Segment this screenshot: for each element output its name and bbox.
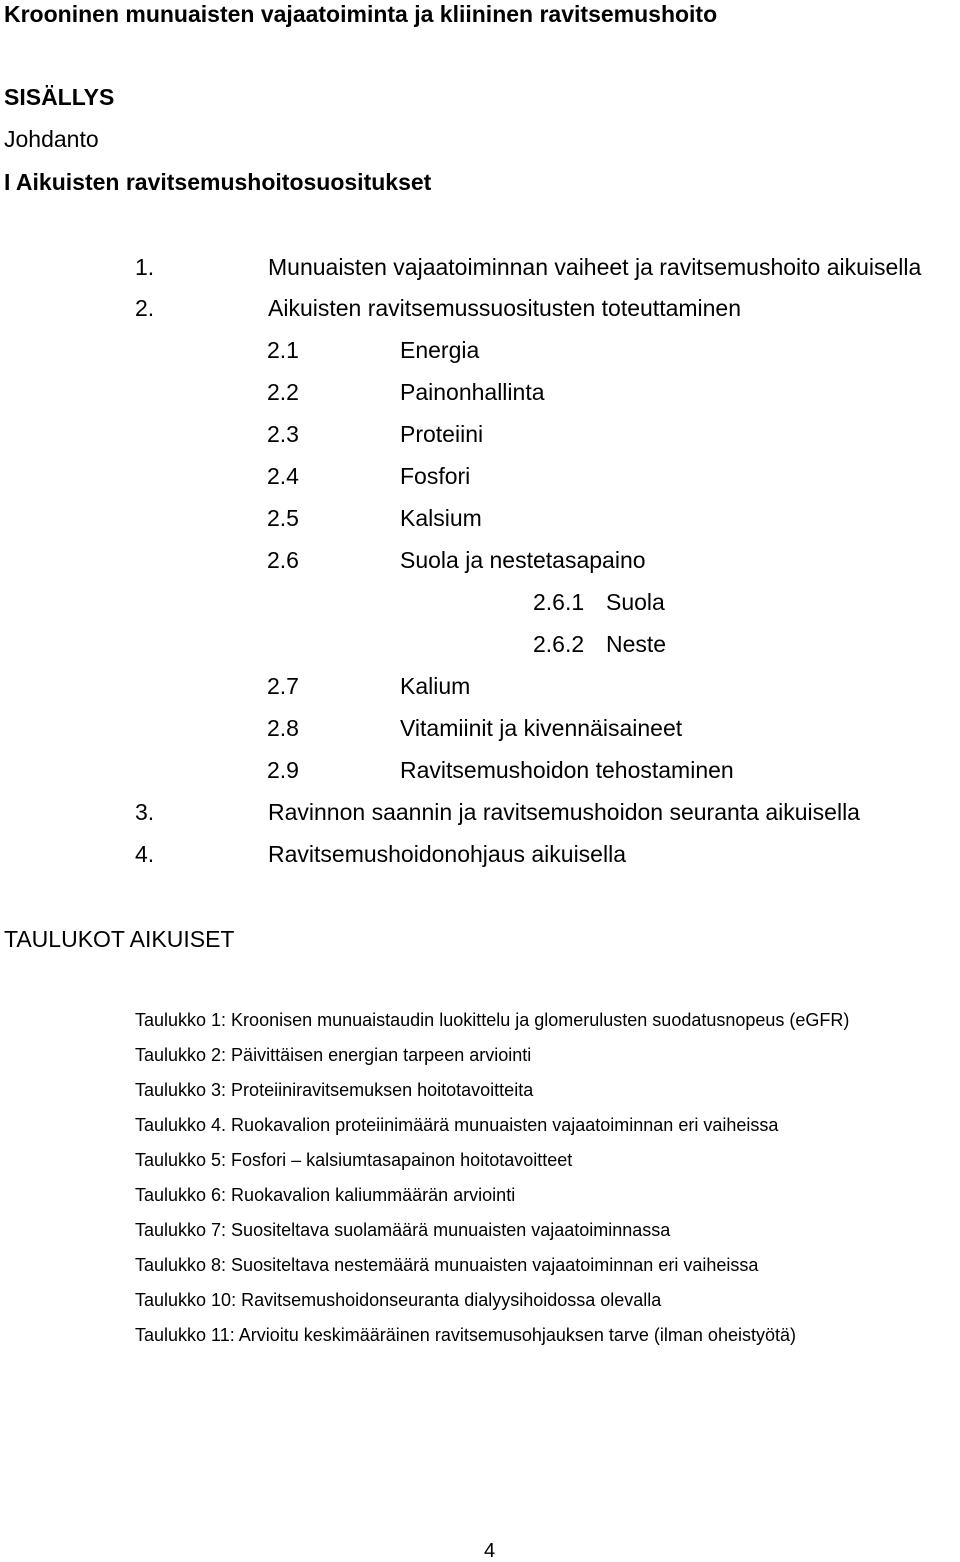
toc-text: Energia <box>400 337 480 363</box>
toc-text: Suola <box>606 589 665 615</box>
toc-text: Proteiini <box>400 421 484 447</box>
toc-number: 2.8 <box>267 715 299 741</box>
toc-number: 2.9 <box>267 757 299 783</box>
toc-number: 1. <box>135 254 155 280</box>
toc-number: 2.7 <box>267 673 299 699</box>
table-list-item: Taulukko 8: Suositeltava nestemäärä munuaisten vajaatoiminnan eri vaiheissa <box>135 1255 759 1275</box>
tables-heading: TAULUKOT AIKUISET <box>4 926 235 952</box>
toc-text: Neste <box>606 631 667 657</box>
table-list-item: Taulukko 10: Ravitsemushoidonseuranta dialyysihoidossa olevalla <box>135 1290 662 1310</box>
toc-text: Munuaisten vajaatoiminnan vaiheet ja ravitsemushoito aikuisella <box>268 254 922 280</box>
toc-number: 2.5 <box>267 505 299 531</box>
toc-text: Painonhallinta <box>400 379 545 405</box>
toc-number: 4. <box>135 841 155 867</box>
toc-number: 2.2 <box>267 379 299 405</box>
table-list-item: Taulukko 11: Arvioitu keskimääräinen ravitsemusohjauksen tarve (ilman oheistyötä) <box>135 1325 796 1345</box>
toc-intro: Johdanto <box>4 126 99 152</box>
toc-text: Fosfori <box>400 463 471 489</box>
toc-number: 2.6.1 <box>533 589 585 615</box>
toc-text: Kalium <box>400 673 471 699</box>
contents-heading: SISÄLLYS <box>4 84 115 110</box>
table-list-item: Taulukko 4. Ruokavalion proteiinimäärä munuaisten vajaatoiminnan eri vaiheissa <box>135 1115 779 1135</box>
toc-text: Ravitsemushoidonohjaus aikuisella <box>268 841 626 867</box>
table-list-item: Taulukko 1: Kroonisen munuaistaudin luokittelu ja glomerulusten suodatusnopeus (eGFR) <box>135 1010 850 1030</box>
toc-number: 2. <box>135 295 155 321</box>
toc-number: 2.1 <box>267 337 299 363</box>
table-list-item: Taulukko 6: Ruokavalion kaliummäärän arviointi <box>135 1185 516 1205</box>
toc-text: Vitamiinit ja kivennäisaineet <box>400 715 683 741</box>
toc-number: 2.6 <box>267 547 299 573</box>
toc-text: Aikuisten ravitsemussuositusten toteuttaminen <box>268 295 742 321</box>
toc-text: Ravitsemushoidon tehostaminen <box>400 757 734 783</box>
part-one-heading: I Aikuisten ravitsemushoitosuositukset <box>4 169 432 195</box>
toc-number: 2.6.2 <box>533 631 585 657</box>
toc-number: 3. <box>135 799 155 825</box>
table-list-item: Taulukko 2: Päivittäisen energian tarpeen arviointi <box>135 1045 532 1065</box>
toc-number: 2.4 <box>267 463 299 489</box>
table-list-item: Taulukko 5: Fosfori – kalsiumtasapainon hoitotavoitteet <box>135 1150 573 1170</box>
toc-number: 2.3 <box>267 421 299 447</box>
toc-text: Suola ja nestetasapaino <box>400 547 646 573</box>
table-list-item: Taulukko 7: Suositeltava suolamäärä munuaisten vajaatoiminnassa <box>135 1220 671 1240</box>
page-number: 4 <box>484 1540 496 1562</box>
document-title: Krooninen munuaisten vajaatoiminta ja kliininen ravitsemushoito <box>4 1 718 27</box>
toc-text: Ravinnon saannin ja ravitsemushoidon seuranta aikuisella <box>268 799 860 825</box>
table-list-item: Taulukko 3: Proteiiniravitsemuksen hoitotavoitteita <box>135 1080 534 1100</box>
toc-text: Kalsium <box>400 505 482 531</box>
